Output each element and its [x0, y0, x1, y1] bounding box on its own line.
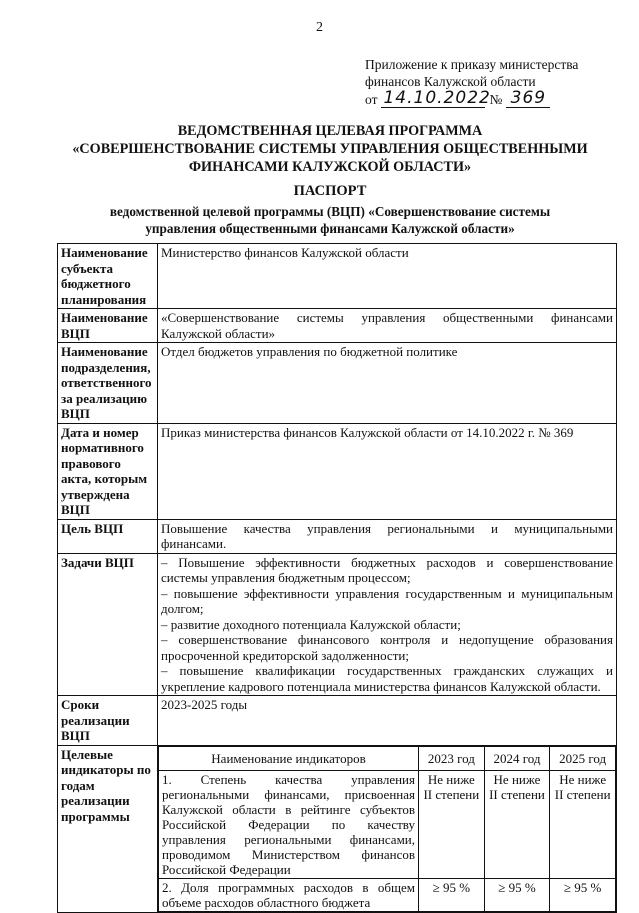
task-2: – повышение эффективности управления государственным и муниципальным долгом; [161, 585, 613, 616]
task-1: – Повышение эффективности бюджетных расходов и совершенствование системы управления бюджетным процессом; [161, 554, 613, 585]
title-line1: ВЕДОМСТВЕННАЯ ЦЕЛЕВАЯ ПРОГРАММА [177, 123, 483, 139]
row-terms-value: 2023-2025 годы [158, 696, 617, 746]
passport-heading: ПАСПОРТ [293, 183, 367, 199]
row-name-value: «Совершенствование системы управления общественными финансами Калужской области» [158, 309, 617, 343]
passport-sub-line1: ведомственной целевой программы (ВЦП) «Совершенствование системы [109, 204, 551, 219]
passport-sub-line2: управления общественными финансами Калужской области» [145, 221, 515, 236]
appendix-line2: финансов Калужской области [365, 74, 536, 89]
row-tasks-value [158, 553, 617, 696]
row-terms [58, 696, 617, 746]
indicator-row [159, 878, 616, 911]
appendix-from: от [365, 92, 378, 107]
row-indicators-label: Целевые индикаторы по годам реализации программы [58, 745, 158, 912]
row-dept-value: Отдел бюджетов управления по бюджетной политике [158, 343, 617, 424]
indicator-name-header: Наименование индикаторов [159, 746, 419, 770]
row-dept [58, 343, 617, 424]
row-goal [58, 519, 617, 553]
row-act [58, 423, 617, 519]
appendix-number: 369 [506, 90, 550, 108]
indicator-2-2023: ≥ 95 % [419, 878, 485, 911]
appendix-date: 14.10.2022 [383, 88, 491, 108]
row-goal-label: Цель ВЦП [58, 519, 158, 553]
row-name-label: Наименование ВЦП [58, 309, 158, 343]
year-2024-header: 2024 год [484, 746, 550, 770]
indicator-2-name: 2. Доля программных расходов в общем объеме расходов областного бюджета [159, 878, 419, 911]
row-act-value: Приказ министерства финансов Калужской области от 14.10.2022 г. № 369 [158, 423, 617, 519]
row-name [58, 309, 617, 343]
row-terms-label: Сроки реализации ВЦП [58, 696, 158, 746]
indicator-2-2024: ≥ 95 % [484, 878, 550, 911]
task-5: – повышение квалификации государственных гражданских служащих и укрепление кадрового потенциала министерства финансов Калужской области. [161, 663, 613, 694]
task-4: – совершенствование финансового контроля и недопущение образования просроченной кредиторской задолженности; [161, 632, 613, 663]
title-line3: ФИНАНСАМИ КАЛУЖСКОЙ ОБЛАСТИ» [188, 159, 472, 175]
passport-table [57, 243, 617, 913]
row-indicators-value [158, 745, 617, 912]
indicator-1-2023: Не ниже II степени [419, 770, 485, 878]
indicator-row [159, 770, 616, 878]
year-2023-header: 2023 год [419, 746, 485, 770]
row-dept-label: Наименование подразделения, ответственного за реализацию ВЦП [58, 343, 158, 424]
appendix-block [365, 56, 578, 108]
row-indicators [58, 745, 617, 912]
passport-subtitle [60, 203, 600, 237]
indicator-1-2025: Не ниже II степени [550, 770, 616, 878]
indicator-1-2024: Не ниже II степени [484, 770, 550, 878]
page-number: 2 [316, 20, 323, 35]
title-line2: «СОВЕРШЕНСТВОВАНИЕ СИСТЕМЫ УПРАВЛЕНИЯ ОБЩЕСТВЕННЫМИ [72, 141, 588, 157]
task-3: – развитие доходного потенциала Калужской области; [161, 616, 461, 632]
row-act-label: Дата и номер нормативного правового акта, которым утверждена ВЦП [58, 423, 158, 519]
row-subject-value: Министерство финансов Калужской области [158, 244, 617, 309]
appendix-line1: Приложение к приказу министерства [365, 57, 579, 72]
appendix-no: № [489, 92, 503, 107]
row-goal-value: Повышение качества управления региональными и муниципальными финансами. [158, 519, 617, 553]
row-tasks [58, 553, 617, 696]
indicators-header [159, 746, 616, 770]
program-title [40, 122, 620, 176]
row-subject [58, 244, 617, 309]
row-subject-label: Наименование субъекта бюджетного планирования [58, 244, 158, 309]
indicators-table [158, 746, 616, 912]
row-tasks-label: Задачи ВЦП [58, 553, 158, 696]
indicator-1-name: 1. Степень качества управления региональными финансами, присвоенная Калужской области в рейтинге субъектов Российской Федерации по качеству управления региональными финансами, проводимом Министерством финансов Российской Федерации [159, 770, 419, 878]
year-2025-header: 2025 год [550, 746, 616, 770]
indicator-2-2025: ≥ 95 % [550, 878, 616, 911]
appendix-date-line [365, 90, 578, 108]
